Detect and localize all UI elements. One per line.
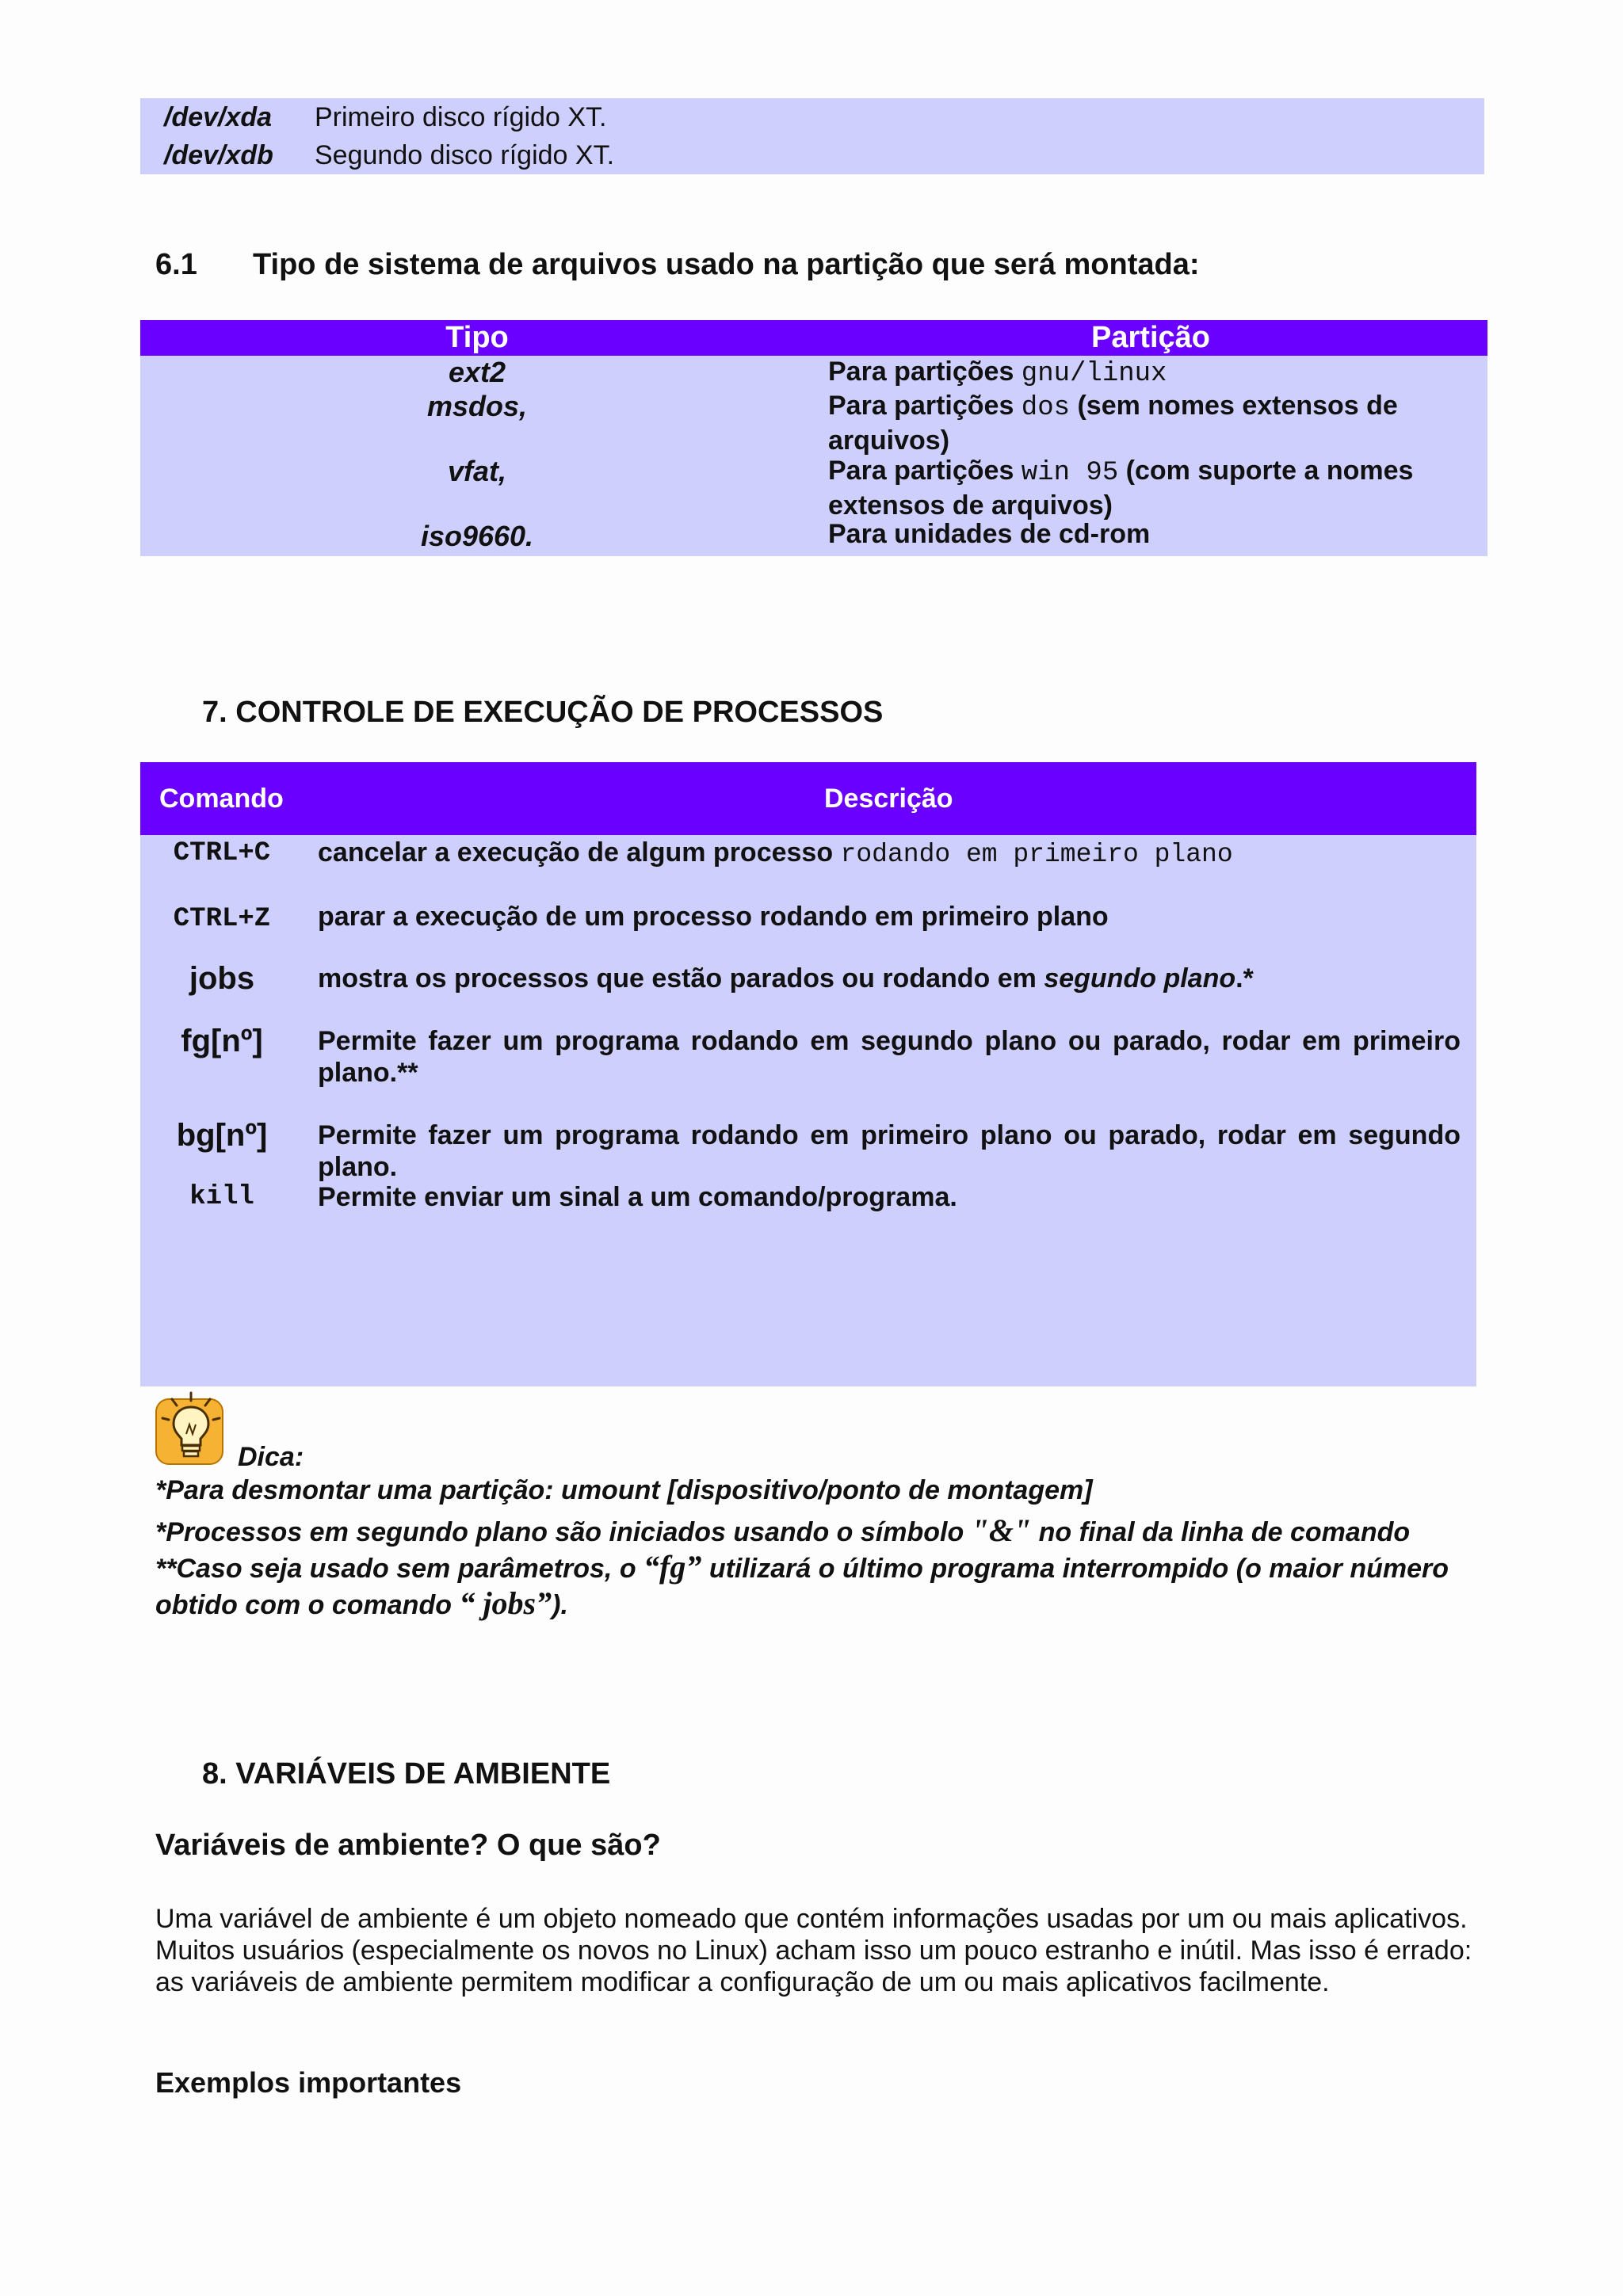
tip-text: utilizará o último programa interrompido (o maior número [701, 1554, 1449, 1584]
process-control-table [140, 762, 1476, 1386]
command-name: bg[nº] [176, 1118, 268, 1153]
section-8-subtitle: Variáveis de ambiente? O que são? [155, 1829, 661, 1862]
examples-heading: Exemplos importantes [155, 2066, 462, 2099]
tip-text: *Processos em segundo plano são iniciados usando o símbolo [155, 1517, 972, 1547]
command-name: fg[nº] [181, 1024, 263, 1058]
table-row [140, 136, 1484, 174]
lightbulb-icon [155, 1388, 231, 1467]
desc-text: (sem nomes extensos de arquivos) [828, 391, 1398, 456]
fs-description [828, 356, 1478, 391]
tip-line-1: *Para desmontar uma partição: umount [dispositivo/ponto de montagem] [155, 1475, 1093, 1505]
command-description: Permite fazer um programa rodando em segundo plano ou parado, rodar em primeiro plano.** [318, 1026, 1461, 1088]
fs-type: iso9660. [420, 520, 534, 552]
section-8-paragraph: Uma variável de ambiente é um objeto nomeado que contém informações usadas por um ou mais aplicativos. Muitos usuários (especialmente os novos no Linux) acham isso um pouco estranho e inútil. Mas isso é errado: as variáveis de ambiente permitem modificar a configuração de um ou mais aplicativos facilmente. [155, 1904, 1472, 1997]
table-header [140, 320, 1487, 356]
table-row [140, 98, 1484, 136]
desc-code: win 95 [1021, 458, 1119, 488]
column-header-particao: Partição [1091, 321, 1210, 354]
fs-description [828, 390, 1478, 457]
command-description: parar a execução de um processo rodando em primeiro plano [318, 902, 1109, 932]
tip-line-2 [155, 1512, 1410, 1549]
tip-text: obtido com o comando [155, 1590, 460, 1620]
desc-code: dos [1021, 393, 1071, 423]
command-name: jobs [189, 961, 255, 996]
tip-line-4 [155, 1585, 568, 1622]
tip-label: Dica: [238, 1442, 304, 1472]
command-name: CTRL+Z [173, 904, 271, 934]
command-description [318, 963, 1461, 994]
section-7-heading: 7. CONTROLE DE EXECUÇÃO DE PROCESSOS [202, 696, 884, 729]
section-number: 6.1 [155, 248, 197, 281]
fs-type: msdos, [426, 390, 528, 422]
table-body [140, 356, 1487, 556]
fs-type: vfat, [447, 455, 507, 487]
device-description: Segundo disco rígido XT. [315, 140, 615, 170]
command-description: Permite fazer um programa rodando em primeiro plano ou parado, rodar em segundo plano. [318, 1120, 1461, 1182]
command-description: Permite enviar um sinal a um comando/programa. [318, 1182, 957, 1212]
device-name: /dev/xdb [164, 140, 273, 170]
desc-text: .* [1235, 963, 1254, 994]
desc-italic: segundo plano [1044, 963, 1236, 994]
desc-text: Para partições [828, 357, 1022, 387]
command-name: CTRL+C [173, 838, 271, 868]
tip-text: no final da linha de comando [1031, 1517, 1411, 1547]
tip-symbol: "&" [971, 1512, 1032, 1548]
device-name: /dev/xda [164, 102, 273, 132]
filesystem-table [140, 320, 1487, 556]
table-header [140, 762, 1476, 835]
desc-text: mostra os processos que estão parados ou rodando em [318, 963, 1044, 994]
tip-symbol: “ jobs” [459, 1585, 552, 1621]
section-8-heading: 8. VARIÁVEIS DE AMBIENTE [202, 1757, 611, 1791]
desc-text: Para partições [828, 456, 1022, 486]
desc-code: rodando em primeiro plano [840, 840, 1233, 869]
tip-text: ). [552, 1590, 568, 1620]
column-header-descricao: Descrição [824, 784, 953, 814]
fs-type: ext2 [448, 356, 506, 388]
tip-text: **Caso seja usado sem parâmetros, o [155, 1554, 644, 1584]
command-name: kill [189, 1182, 254, 1212]
fs-description [828, 455, 1478, 522]
section-title: Tipo de sistema de arquivos usado na partição que será montada: [253, 248, 1200, 281]
command-description [318, 837, 1461, 871]
column-header-comando: Comando [159, 784, 284, 814]
table-body [140, 835, 1476, 1386]
desc-code: gnu/linux [1021, 359, 1167, 389]
desc-text: (com suporte a nomes extensos de arquivos) [828, 456, 1414, 521]
tip-line-3 [155, 1548, 1449, 1585]
tip-symbol: “fg” [643, 1549, 702, 1585]
desc-text: Para partições [828, 391, 1022, 421]
desc-text: cancelar a execução de algum processo [318, 837, 841, 868]
desc-text: Para unidades de cd-rom [828, 519, 1151, 549]
fs-description [828, 518, 1478, 553]
device-description: Primeiro disco rígido XT. [315, 102, 607, 132]
column-header-tipo: Tipo [445, 321, 509, 354]
device-table [140, 98, 1484, 174]
